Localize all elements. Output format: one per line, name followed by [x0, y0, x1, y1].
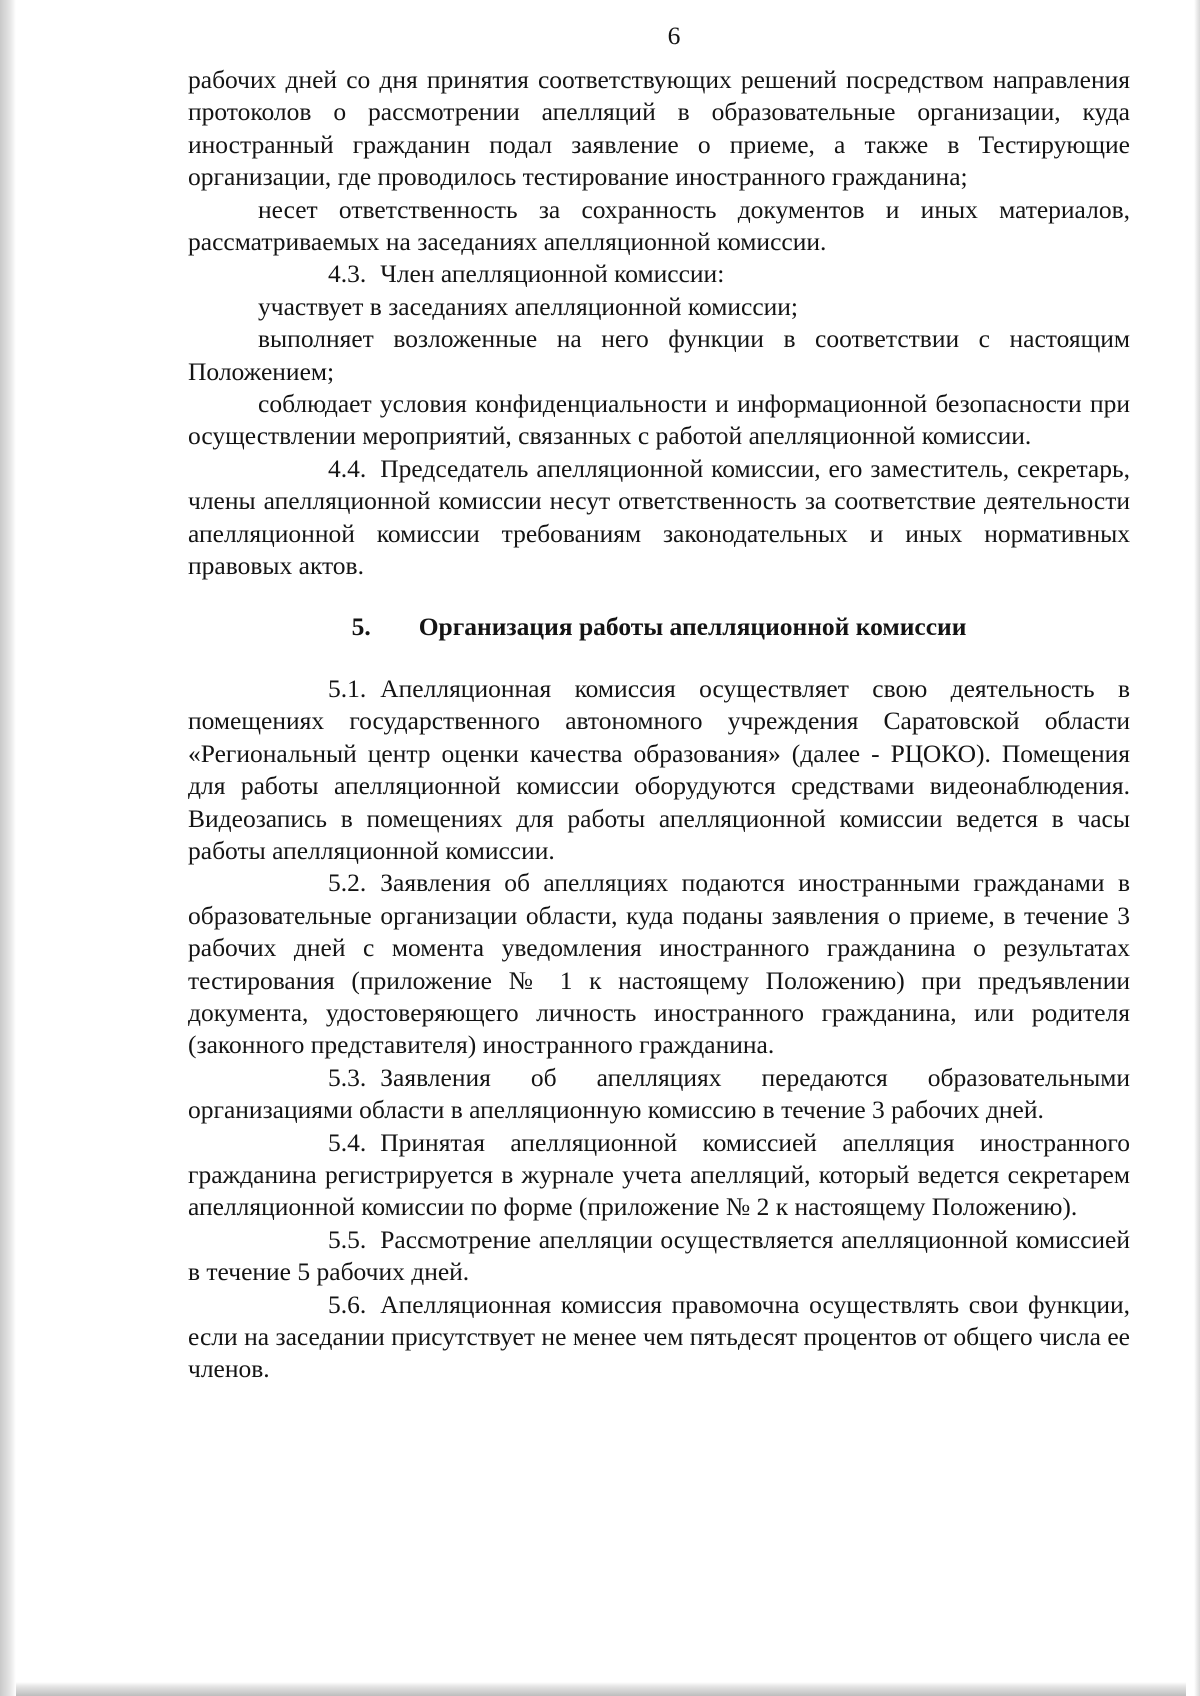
page-number: 6: [667, 21, 681, 50]
clause-number: 5.1.: [328, 673, 367, 703]
paragraph-text: Председатель апелляционной комиссии, его заместитель, секретарь, члены апелляционной комиссии несут ответственность за соответствие деятельности апелляционной комиссии требованиям законодательных и иных нормативных правовых актов.: [188, 453, 1130, 581]
paragraph-text: выполняет возложенные на него функции в соответствии с настоящим Положением;: [188, 324, 1130, 386]
section-title: Организация работы апелляционной комиссии: [418, 611, 967, 641]
paragraph: [188, 323, 1130, 388]
paragraph-text: Заявления об апелляциях подаются иностранными гражданами в образовательные организации области, куда поданы заявления о приеме, в течение 3 рабочих дней с момента уведомления иностранного гражданина о результатах тестирования (приложение № 1 к настоящему Положению) при предъявлении документа, удостоверяющего личность иностранного гражданина, или родителя (законного представителя) иностранного гражданина.: [188, 868, 1130, 1060]
paragraph-text: Принятая апелляционной комиссией апелляция иностранного гражданина регистрируется в журнале учета апелляций, который ведется секретарем апелляционной комиссии по форме (приложение № 2 к настоящему Положению).: [188, 1127, 1130, 1222]
document-page: [188, 0, 1130, 1386]
paragraph-text: Апелляционная комиссия правомочна осуществлять свои функции, если на заседании присутствует не менее чем пятьдесят процентов от общего числа ее членов.: [188, 1289, 1130, 1384]
paragraph-text: Рассмотрение апелляции осуществляется апелляционной комиссией в течение 5 рабочих дней.: [188, 1224, 1130, 1287]
paragraph: [188, 1127, 1130, 1224]
clause-number: 4.4.: [328, 453, 367, 483]
paragraph-text: Заявления об апелляциях передаются образовательными организациями области в апелляционную комиссию в течение 3 рабочих дней.: [188, 1062, 1130, 1125]
paragraphs-before-section: [188, 64, 1130, 583]
clause-number: 5.4.: [328, 1127, 367, 1157]
paragraph: [188, 1062, 1130, 1127]
clause-number: 5.6.: [328, 1289, 367, 1319]
clause-number: 5.5.: [328, 1224, 367, 1254]
scan-shadow-left: [0, 0, 16, 1696]
paragraph-text: соблюдает условия конфиденциальности и информационной безопасности при осуществлении мероприятий, связанных с работой апелляционной комиссии.: [188, 389, 1130, 451]
clause-number: 5.3.: [328, 1062, 367, 1092]
clause-number: 4.3.: [328, 259, 367, 289]
paragraph-text: Член апелляционной комиссии:: [380, 259, 725, 289]
paragraph-text: участвует в заседаниях апелляционной комиссии;: [258, 291, 799, 321]
paragraph: [188, 1224, 1130, 1289]
paragraph: [188, 291, 1130, 323]
section-heading: [188, 611, 1130, 643]
paragraph: [188, 258, 1130, 290]
clause-number: 5.2.: [328, 868, 367, 898]
paragraph: [188, 194, 1130, 259]
paragraph: [188, 64, 1130, 194]
paragraph: [188, 1289, 1130, 1386]
paragraph: [188, 673, 1130, 867]
paragraphs-after-section: [188, 673, 1130, 1386]
paragraph-text: несет ответственность за сохранность документов и иных материалов, рассматриваемых на заседаниях апелляционной комиссии.: [188, 194, 1130, 257]
scan-shadow-right: [1194, 0, 1200, 1696]
scan-shadow-bottom: [16, 1682, 1186, 1696]
paragraph: [188, 388, 1130, 453]
paragraph: [188, 453, 1130, 583]
section-number: 5.: [351, 611, 371, 641]
paragraph-text: Апелляционная комиссия осуществляет свою деятельность в помещениях государственного автономного учреждения Саратовской области «Региональный центр оценки качества образования» (далее - РЦОКО). Помещения для работы апелляционной комиссии оборудуются средствами видеонаблюдения. Видеозапись в помещениях для работы апелляционной комиссии ведется в часы работы апелляционной комиссии.: [188, 673, 1130, 865]
paragraph-text: рабочих дней со дня принятия соответствующих решений посредством направления протоколов о рассмотрении апелляций в образовательные организации, куда иностранный гражданин подал заявление о приеме, а также в Тестирующие организации, где проводилось тестирование иностранного гражданина;: [188, 65, 1130, 192]
paragraph: [188, 867, 1130, 1061]
